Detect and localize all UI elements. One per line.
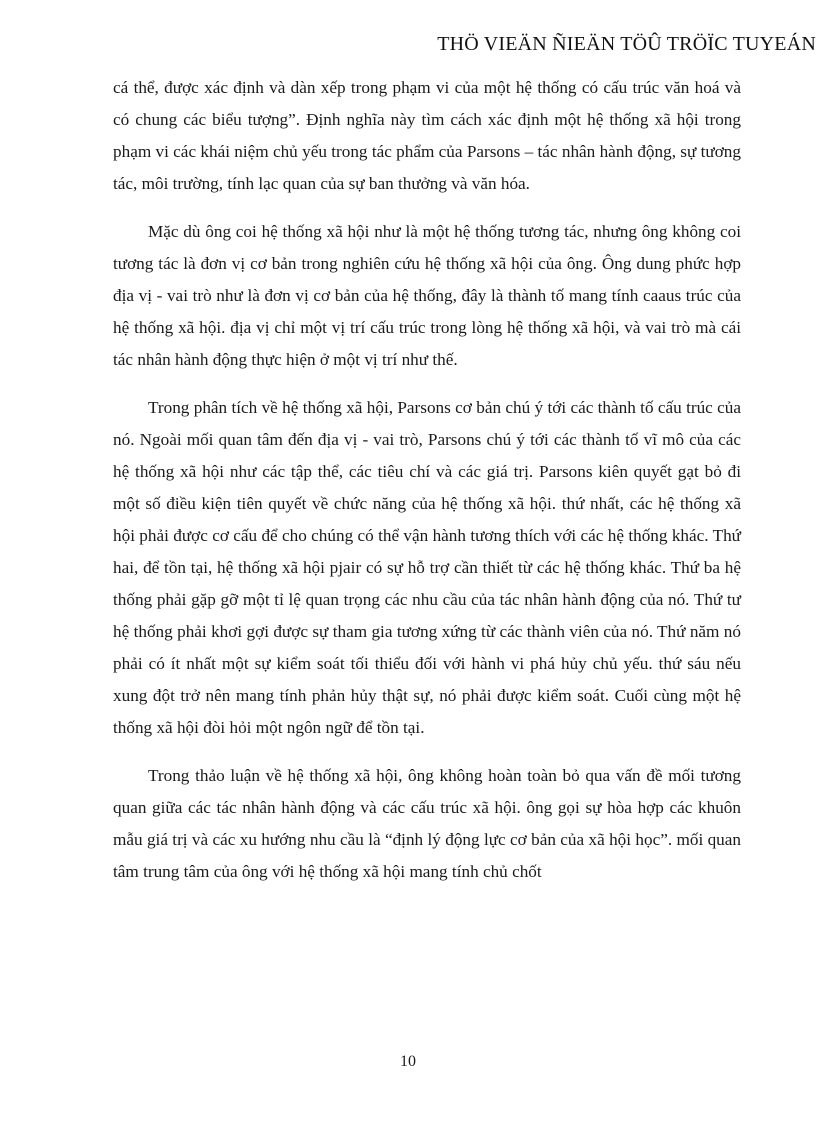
paragraph: Mặc dù ông coi hệ thống xã hội như là một hệ thống tương tác, nhưng ông không coi tương tác là đơn vị cơ bản trong nghiên cứu hệ thống xã hội của ông. Ông dung phức hợp địa vị - vai trò như là đơn vị cơ bản của hệ thống, đây là thành tố mang tính caaus trúc của hệ thống xã hội. địa vị chỉ một vị trí cấu trúc trong lòng hệ thống xã hội, và vai trò mà cái tác nhân hành động thực hiện ở một vị trí như thế. <box>113 222 741 369</box>
paragraph-continuation: cá thể, được xác định và dàn xếp trong phạm vi của một hệ thống có cấu trúc văn hoá và có chung các biểu tượng”. Định nghĩa này tìm cách xác định một hệ thống xã hội trong phạm vi các khái niệm chủ yếu trong tác phẩm của Parsons – tác nhân hành động, sự tương tác, môi trường, tính lạc quan của sự ban thưởng và văn hóa. <box>113 78 741 193</box>
paragraph: Trong thảo luận về hệ thống xã hội, ông không hoàn toàn bỏ qua vấn đề mối tương quan giữa các tác nhân hành động và các cấu trúc xã hội. ông gọi sự hòa hợp các khuôn mẫu giá trị và các xu hướng nhu cầu là “định lý động lực cơ bản của xã hội học”. mối quan tâm trung tâm của ông với hệ thống xã hội mang tính chủ chốt <box>113 766 741 881</box>
document-body <box>113 72 741 904</box>
paragraph: Trong phân tích về hệ thống xã hội, Parsons cơ bản chú ý tới các thành tố cấu trúc của nó. Ngoài mối quan tâm đến địa vị - vai trò, Parsons chú ý tới các thành tố vĩ mô của các hệ thống xã hội như các tập thể, các tiêu chí và các giá trị. Parsons kiên quyết gạt bỏ đi một số điều kiện tiên quyết về chức năng của hệ thống xã hội. thứ nhất, các hệ thống xã hội phải được cơ cấu để cho chúng có thể vận hành tương thích với các hệ thống khác. Thứ hai, để tồn tại, hệ thống xã hội pjair có sự hỗ trợ cần thiết từ các hệ thống khác. Thứ ba hệ thống phải gặp gỡ một tỉ lệ quan trọng các nhu cầu của tác nhân hành động của nó. Thứ tư hệ thống phải khơi gợi được sự tham gia tương xứng từ các thành viên của nó. Thứ năm nó phải có ít nhất một sự kiểm soát tối thiểu đối với hành vi phá hủy chủ yếu. thứ sáu nếu xung đột trở nên mang tính phản hủy thật sự, nó phải được kiểm soát. Cuối cùng một hệ thống xã hội đòi hỏi một ngôn ngữ để tồn tại. <box>113 398 741 737</box>
page-number: 10 <box>400 1053 416 1070</box>
page-header: THÖ VIEÄN ÑIEÄN TÖÛ TRÖÏC TUYEÁN <box>437 33 816 55</box>
